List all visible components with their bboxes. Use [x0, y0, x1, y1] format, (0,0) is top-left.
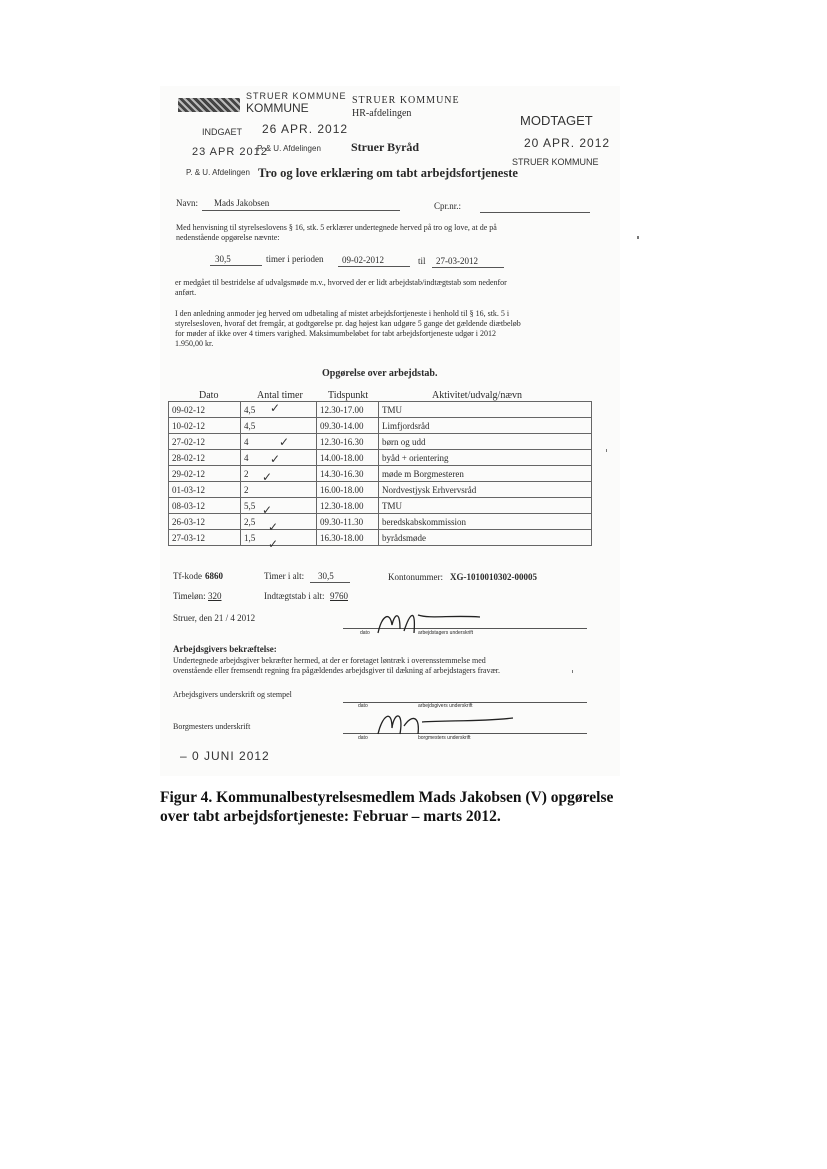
stamp-modtaget-org: STRUER KOMMUNE	[512, 157, 599, 167]
cell-aktivitet: Limfjordsråd	[379, 418, 592, 434]
cell-tid: 12.30-16.30	[317, 434, 379, 450]
caption-line-1: Figur 4. Kommunalbestyrelsesmedlem Mads Jakobsen (V) opgørelse	[160, 789, 614, 806]
stamp-date-2: 23 APR 2012	[192, 146, 268, 158]
check-mark-icon: ✓	[279, 435, 290, 449]
stamp-indgaet-date: 26 APR. 2012	[262, 122, 349, 136]
workloss-table	[168, 401, 592, 546]
stamp-modtaget-date: 20 APR. 2012	[524, 136, 611, 150]
employer-sig-small: arbejdsgivers underskrift	[418, 703, 473, 709]
arbejdstager-sig-small: arbejdstagers underskrift	[418, 630, 474, 636]
table-row	[169, 402, 592, 418]
konto-label: Kontonummer:	[388, 572, 443, 582]
cell-timer: 2,5	[241, 514, 317, 530]
table-row	[169, 450, 592, 466]
cell-aktivitet: byrådsmøde	[379, 530, 592, 546]
name-label: Navn:	[176, 198, 198, 208]
period-to: 27-03-2012	[436, 256, 478, 266]
stamp-dept-3: P. & U. Afdelingen	[186, 168, 250, 177]
municipality-logo	[178, 98, 240, 112]
figure-caption	[160, 788, 620, 826]
org-overlap: KOMMUNE	[246, 101, 309, 115]
cell-timer: 2	[241, 482, 317, 498]
cell-timer: 5,5	[241, 498, 317, 514]
request-line-1: I den anledning anmoder jeg herved om udbetaling af mistet arbejdsfortjeneste i henhold til § 16, stk. 5 i	[175, 309, 510, 318]
col-header-aktivitet: Aktivitet/udvalg/nævn	[432, 390, 522, 401]
check-mark-icon: ✓	[268, 520, 279, 534]
cell-tid: 16.30-18.00	[317, 530, 379, 546]
table-row	[169, 434, 592, 450]
place-date: Struer, den 21 / 4 2012	[173, 613, 256, 623]
dato-small-2: dato	[358, 703, 368, 709]
col-header-dato: Dato	[199, 390, 219, 401]
cell-dato: 09-02-12	[169, 402, 241, 418]
cell-tid: 09.30-14.00	[317, 418, 379, 434]
check-mark-icon: ✓	[270, 452, 281, 466]
cell-timer: 4,5	[241, 418, 317, 434]
timelon-label: Timeløn:	[173, 591, 206, 601]
cell-aktivitet: byåd + orientering	[379, 450, 592, 466]
intro-line-1: Med henvisning til styrelseslovens § 16, stk. 5 erklærer undertegnede herved på tro og love, at de på	[176, 223, 497, 232]
caption-line-2: over tabt arbejdsfortjeneste: Februar – marts 2012.	[160, 808, 501, 825]
timer-total-value: 30,5	[318, 571, 334, 581]
tf-value: 6860	[205, 571, 223, 581]
cell-dato: 10-02-12	[169, 418, 241, 434]
mayor-signature	[368, 704, 518, 742]
cell-timer: 2	[241, 466, 317, 482]
cell-tid: 14.30-16.30	[317, 466, 379, 482]
org-right: STRUER KOMMUNE	[352, 95, 460, 106]
stamp-indgaet-label: INDGAET	[202, 127, 243, 137]
cell-aktivitet: møde m Borgmesteren	[379, 466, 592, 482]
table-title: Opgørelse over arbejdstab.	[322, 368, 438, 379]
col-header-timer: Antal timer	[257, 390, 303, 401]
org-top-cut: STRUER KOMMUNE	[246, 91, 347, 101]
table-row	[169, 498, 592, 514]
timer-total-label: Timer i alt:	[264, 571, 305, 581]
mayor-sig-small: borgmesters underskrift	[418, 735, 471, 741]
request-line-2: styrelsesloven, hvoraf det fremgår, at godtgørelse pr. dag højest kan udgøre 5 gange det gældende diætbeløb	[175, 319, 521, 328]
department: HR-afdelingen	[352, 108, 412, 119]
table-row	[169, 482, 592, 498]
check-mark-icon: ✓	[262, 470, 273, 484]
cell-aktivitet: TMU	[379, 498, 592, 514]
period-til: til	[418, 256, 426, 266]
mayor-label: Borgmesters underskrift	[173, 722, 251, 731]
cell-timer: 4	[241, 450, 317, 466]
cell-aktivitet: TMU	[379, 402, 592, 418]
intro-line-2: nedenstående opgørelse nævnte:	[176, 233, 280, 242]
employer-sig-label: Arbejdsgivers underskrift og stempel	[173, 690, 292, 699]
cell-dato: 28-02-12	[169, 450, 241, 466]
bottom-date-stamp: – 0 JUNI 2012	[180, 749, 270, 763]
indtaegt-value: 9760	[330, 591, 348, 601]
period-from: 09-02-2012	[342, 255, 384, 265]
cell-dato: 01-03-12	[169, 482, 241, 498]
stamp-modtaget-label: MODTAGET	[520, 113, 593, 128]
check-mark-icon: ✓	[262, 503, 273, 517]
request-line-3: for møder af ikke over 4 timers varighed. Maksimumbeløbet for tabt arbejdsfortjeneste udgør i 2012	[175, 329, 497, 338]
col-header-tidspunkt: Tidspunkt	[328, 390, 369, 401]
cpr-label: Cpr.nr.:	[434, 201, 462, 211]
konto-value: XG-1010010302-00005	[450, 572, 537, 582]
request-line-4: 1.950,00 kr.	[175, 339, 214, 348]
form-title: Tro og love erklæring om tabt arbejdsfortjeneste	[258, 166, 518, 180]
cell-tid: 12.30-17.00	[317, 402, 379, 418]
employer-text-2: ovenstående eller fremsendt regning fra pågældendes arbejdsgiver til dækning af arbejdstagers fravær.	[173, 666, 500, 675]
recipient: Struer Byråd	[351, 140, 420, 154]
cell-tid: 12.30-18.00	[317, 498, 379, 514]
employer-text-1: Undertegnede arbejdsgiver bekræfter hermed, at der er foretaget løntræk i overensstemmelse med	[173, 656, 486, 665]
cell-aktivitet: børn og udd	[379, 434, 592, 450]
cell-aktivitet: beredskabskommission	[379, 514, 592, 530]
table-row	[169, 466, 592, 482]
cell-aktivitet: Nordvestjysk Erhvervsråd	[379, 482, 592, 498]
cell-timer: 4,5	[241, 402, 317, 418]
stamp-dept-2: P. & U. Afdelingen	[257, 144, 321, 153]
cell-tid: 14.00-18.00	[317, 450, 379, 466]
hours-text: timer i perioden	[266, 254, 324, 264]
name-value: Mads Jakobsen	[214, 198, 270, 208]
hours-value: 30,5	[215, 254, 231, 264]
cell-timer: 4	[241, 434, 317, 450]
table-row	[169, 530, 592, 546]
used-line-2: anført.	[175, 288, 197, 297]
cell-dato: 08-03-12	[169, 498, 241, 514]
check-mark-icon: ✓	[270, 401, 281, 415]
cell-dato: 29-02-12	[169, 466, 241, 482]
table-row	[169, 418, 592, 434]
tf-label: Tf-kode	[173, 571, 202, 581]
table-row	[169, 514, 592, 530]
cell-tid: 09.30-11.30	[317, 514, 379, 530]
indtaegt-label: Indtægtstab i alt:	[264, 591, 325, 601]
dato-small-1: dato	[360, 630, 370, 636]
cell-dato: 27-02-12	[169, 434, 241, 450]
employer-heading: Arbejdsgivers bekræftelse:	[173, 644, 277, 654]
cell-dato: 26-03-12	[169, 514, 241, 530]
cell-tid: 16.00-18.00	[317, 482, 379, 498]
check-mark-icon: ✓	[268, 537, 279, 551]
dato-small-3: dato	[358, 735, 368, 741]
timelon-value: 320	[208, 591, 222, 601]
used-line-1: er medgået til bestridelse af udvalgsmøde m.v., hvorved der er lidt arbejdstab/indtægtstab som nedenfor	[175, 278, 507, 287]
cell-dato: 27-03-12	[169, 530, 241, 546]
employee-signature	[370, 605, 490, 640]
cell-timer: 1,5	[241, 530, 317, 546]
